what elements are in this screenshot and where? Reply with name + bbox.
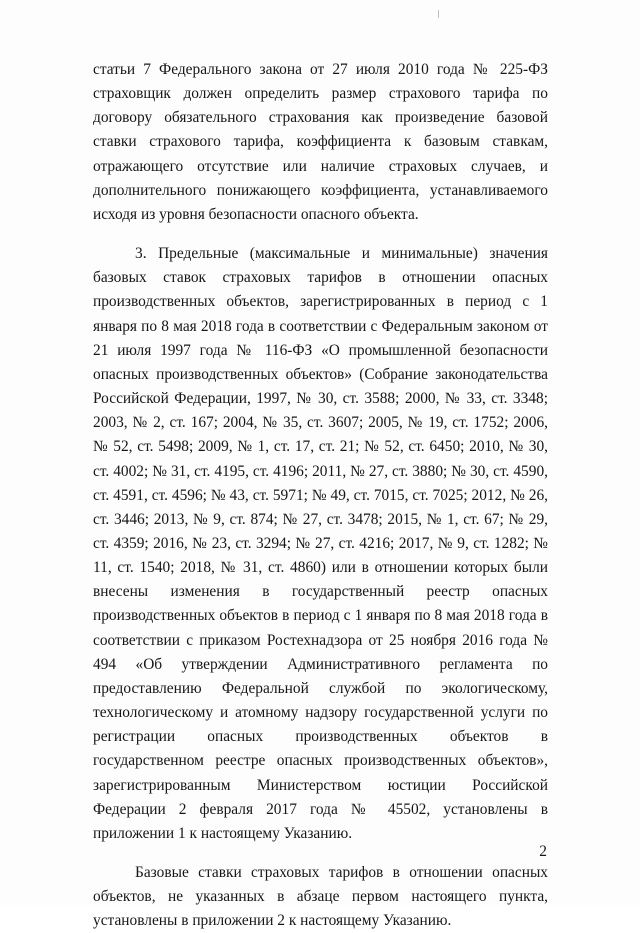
paragraph-gap (93, 227, 548, 242)
paragraph-gap (93, 846, 548, 861)
paragraph-base-rates: Базовые ставки страховых тарифов в отношении опасных объектов, не указанных в абзаце первом настоящего пункта, установлены в приложении 2 к настоящему Указанию. (93, 864, 548, 930)
paragraph-continuation: статьи 7 Федерального закона от 27 июля 2010 года № 225-ФЗ страховщик должен определить размер страхового тарифа по договору обязательного страхования как произведение базовой ставки страхового тарифа, коэффициента к базовым ставкам, отражающего отсутствие или наличие страховых случаев, и дополнительного понижающего коэффициента, устанавливаемого исходя из уровня безопасности опасного объекта. (93, 61, 548, 223)
body-text (93, 58, 548, 933)
scan-artifact-mark (438, 10, 439, 18)
page-number: 2 (539, 843, 547, 860)
paragraph-item-3: 3. Предельные (максимальные и минимальные) значения базовых ставок страховых тарифов в отношении опасных производственных объектов, зарегистрированных в период с 1 января по 8 мая 2018 года в соответствии с Федеральным законом от 21 июля 1997 года № 116-ФЗ «О промышленной безопасности опасных производственных объектов» (Собрание законодательства Российской Федерации, 1997, № 30, ст. 3588; 2000, № 33, ст. 3348; 2003, № 2, ст. 167; 2004, № 35, ст. 3607; 2005, № 19, ст. 1752; 2006, № 52, ст. 5498; 2009, № 1, ст. 17, ст. 21; № 52, ст. 6450; 2010, № 30, ст. 4002; № 31, ст. 4195, ст. 4196; 2011, № 27, ст. 3880; № 30, ст. 4590, ст. 4591, ст. 4596; № 43, ст. 5971; № 49, ст. 7015, ст. 7025; 2012, № 26, ст. 3446; 2013, № 9, ст. 874; № 27, ст. 3478; 2015, № 1, ст. 67; № 29, ст. 4359; 2016, № 23, ст. 3294; № 27, ст. 4216; 2017, № 9, ст. 1282; № 11, ст. 1540; 2018, № 31, ст. 4860) или в отношении которых были внесены изменения в государственный реестр опасных производственных объектов в период с 1 января по 8 мая 2018 года в соответствии с приказом Ростехнадзора от 25 ноября 2016 года № 494 «Об утверждении Административного регламента по предоставлению Федеральной службой по экологическому, технологическому и атомному надзору государственной услуги по регистрации опасных производственных объектов в государственном реестре опасных производственных объектов», зарегистрированным Министерством юстиции Российской Федерации 2 февраля 2017 года № 45502, установлены в приложении 1 к настоящему Указанию. (93, 245, 548, 842)
